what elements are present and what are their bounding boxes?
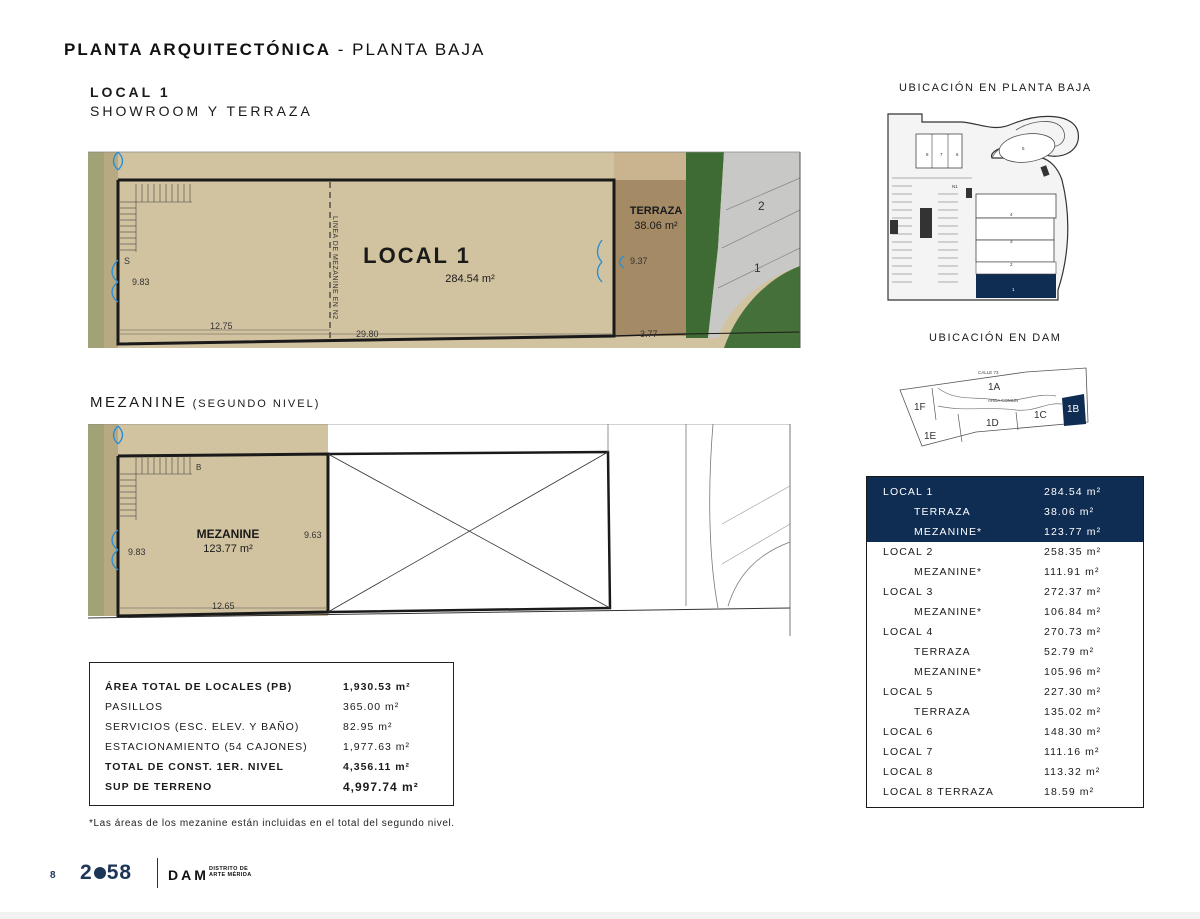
row-label: LOCAL 1 xyxy=(883,486,934,498)
areas-row-value: 4,356.11 m² xyxy=(343,761,411,773)
dam-logo: DAM xyxy=(168,867,209,883)
areas-row-value: 1,930.53 m² xyxy=(343,681,411,693)
local-1-area: 284.54 m² xyxy=(445,273,495,285)
dam-1e: 1E xyxy=(924,431,937,442)
dam-1f: 1F xyxy=(914,402,926,413)
row-label: TERRAZA xyxy=(914,706,971,718)
dam-street-area-comun: AREA COMUN xyxy=(988,398,1019,403)
dam-sub-line-1: DISTRITO DE xyxy=(209,866,249,872)
areas-row-label: SERVICIOS (ESC. ELEV. Y BAÑO) xyxy=(105,721,300,733)
areas-row xyxy=(105,737,439,757)
row-label: LOCAL 2 xyxy=(883,546,934,558)
row-label: MEZANINE* xyxy=(914,566,983,578)
dim-9-37: 9.37 xyxy=(630,256,648,266)
row-value: 106.84 m² xyxy=(1044,606,1102,618)
local-title: LOCAL 1 xyxy=(90,84,171,100)
row-label: TERRAZA xyxy=(914,646,971,658)
site-local-1-highlight xyxy=(976,274,1056,298)
mezanine-title xyxy=(90,394,320,411)
row-label: LOCAL 8 TERRAZA xyxy=(883,786,995,798)
row-value: 18.59 m² xyxy=(1044,786,1095,798)
site-4: 4 xyxy=(1010,212,1013,217)
row-label: MEZANINE* xyxy=(914,606,983,618)
areas-row-value: 1,977.63 m² xyxy=(343,741,411,753)
table-row xyxy=(867,622,1143,642)
dam-sub-line-2: ARTE MÉRIDA xyxy=(209,872,252,878)
areas-row xyxy=(105,697,439,717)
row-label: LOCAL 6 xyxy=(883,726,934,738)
title-bold: PLANTA ARQUITECTÓNICA xyxy=(64,40,332,59)
logo-right: 58 xyxy=(106,861,133,884)
dim-29-80: 29.80 xyxy=(356,329,379,339)
areas-row xyxy=(105,777,439,797)
areas-row xyxy=(105,677,439,697)
row-value: 111.91 m² xyxy=(1044,566,1100,578)
table-row xyxy=(867,482,1143,502)
dam-1b: 1B xyxy=(1067,404,1080,415)
mezanine-label: MEZANINE xyxy=(196,527,260,541)
table-row xyxy=(867,782,1143,802)
footer-divider xyxy=(157,858,158,888)
local-subtitle: SHOWROOM Y TERRAZA xyxy=(90,103,313,119)
row-value: 258.35 m² xyxy=(1044,546,1102,558)
table-row xyxy=(867,642,1143,662)
mezanine-plan xyxy=(88,424,793,636)
row-value: 284.54 m² xyxy=(1044,486,1102,498)
row-value: 113.32 m² xyxy=(1044,766,1101,778)
row-label: LOCAL 8 xyxy=(883,766,934,778)
table-row xyxy=(867,542,1143,562)
site-3: 3 xyxy=(1010,239,1013,244)
table-row xyxy=(867,662,1143,682)
dam-location-map xyxy=(896,362,1122,452)
mez-dim-9-63: 9.63 xyxy=(304,530,322,540)
dam-1c: 1C xyxy=(1034,410,1047,421)
row-label: MEZANINE* xyxy=(914,666,983,678)
dim-3-77: 3.77 xyxy=(640,329,658,339)
row-label: TERRAZA xyxy=(914,506,971,518)
row-label: MEZANINE* xyxy=(914,526,983,538)
areas-row-label: TOTAL DE CONST. 1ER. NIVEL xyxy=(105,761,284,773)
row-value: 135.02 m² xyxy=(1044,706,1102,718)
dam-logo-subtitle xyxy=(209,866,252,878)
row-value: 52.79 m² xyxy=(1044,646,1095,658)
dim-9-83: 9.83 xyxy=(132,277,150,287)
title-rest: - PLANTA BAJA xyxy=(331,40,486,59)
table-row xyxy=(867,502,1143,522)
table-row xyxy=(867,682,1143,702)
dam-1a: 1A xyxy=(988,382,1001,393)
row-label: LOCAL 3 xyxy=(883,586,934,598)
parking-1: 1 xyxy=(754,261,761,275)
ground-floor-plan xyxy=(88,148,803,366)
brand-logo-2058 xyxy=(80,861,132,885)
areas-row-label: ESTACIONAMIENTO (54 CAJONES) xyxy=(105,741,308,753)
row-value: 105.96 m² xyxy=(1044,666,1102,678)
row-value: 148.30 m² xyxy=(1044,726,1102,738)
site-5: 5 xyxy=(1022,146,1025,151)
table-row xyxy=(867,762,1143,782)
bottom-band xyxy=(0,912,1200,919)
site-1: 1 xyxy=(1012,287,1015,292)
row-value: 227.30 m² xyxy=(1044,686,1102,698)
site-2: 2 xyxy=(1010,262,1013,267)
areas-row-value: 4,997.74 m² xyxy=(343,780,419,794)
site-plan-map xyxy=(882,110,1082,302)
row-value: 270.73 m² xyxy=(1044,626,1102,638)
mezanine-area: 123.77 m² xyxy=(203,543,253,555)
areas-row-value: 82.95 m² xyxy=(343,721,393,733)
row-value: 38.06 m² xyxy=(1044,506,1095,518)
mezanine-title-small: (SEGUNDO NIVEL) xyxy=(187,398,321,410)
mez-dim-12-65: 12.65 xyxy=(212,601,235,611)
locales-areas-table xyxy=(866,476,1144,808)
ubicacion-dam-title: UBICACIÓN EN DAM xyxy=(929,332,1062,344)
mezzanine-line-label: LINEA DE MEZANINE EN N2 xyxy=(331,216,338,320)
footnote: *Las áreas de los mezanine están incluidas en el total del segundo nivel. xyxy=(89,818,455,829)
row-label: LOCAL 5 xyxy=(883,686,934,698)
table-row xyxy=(867,582,1143,602)
ubicacion-planta-baja-title: UBICACIÓN EN PLANTA BAJA xyxy=(899,82,1092,94)
mezanine-title-main: MEZANINE xyxy=(90,394,188,411)
stair-label: S xyxy=(124,256,131,266)
table-row xyxy=(867,722,1143,742)
parking-2: 2 xyxy=(758,199,765,213)
terraza-area-text: 38.06 m² xyxy=(634,220,678,232)
areas-row-label: ÁREA TOTAL DE LOCALES (PB) xyxy=(105,681,293,693)
page-title xyxy=(64,40,485,60)
site-8: 8 xyxy=(926,152,929,157)
areas-row-label: PASILLOS xyxy=(105,701,163,713)
site-n1: N1 xyxy=(952,184,958,189)
logo-left: 2 xyxy=(80,861,93,884)
areas-row-label: SUP DE TERRENO xyxy=(105,781,213,793)
row-value: 123.77 m² xyxy=(1044,526,1102,538)
local-1-label: LOCAL 1 xyxy=(363,243,471,268)
row-value: 111.16 m² xyxy=(1044,746,1100,758)
areas-row-value: 365.00 m² xyxy=(343,701,400,713)
table-row xyxy=(867,702,1143,722)
table-row xyxy=(867,742,1143,762)
table-row xyxy=(867,602,1143,622)
logo-dot-icon xyxy=(94,867,106,879)
page-number: 8 xyxy=(50,870,56,881)
row-label: LOCAL 4 xyxy=(883,626,934,638)
site-6: 6 xyxy=(956,152,959,157)
mez-dim-9-83: 9.83 xyxy=(128,547,146,557)
table-row xyxy=(867,522,1143,542)
terraza-area xyxy=(614,180,686,336)
mez-stair-label: B xyxy=(196,463,202,472)
row-label: LOCAL 7 xyxy=(883,746,934,758)
table-row xyxy=(867,562,1143,582)
terraza-label: TERRAZA xyxy=(629,205,683,217)
areas-row xyxy=(105,757,439,777)
dim-12-75: 12.75 xyxy=(210,321,233,331)
row-value: 272.37 m² xyxy=(1044,586,1102,598)
site-7: 7 xyxy=(940,152,943,157)
areas-summary-table xyxy=(89,662,454,806)
dam-1d: 1D xyxy=(986,418,999,429)
dam-street-calle-73: CALLE 73 xyxy=(978,370,999,375)
areas-row xyxy=(105,717,439,737)
